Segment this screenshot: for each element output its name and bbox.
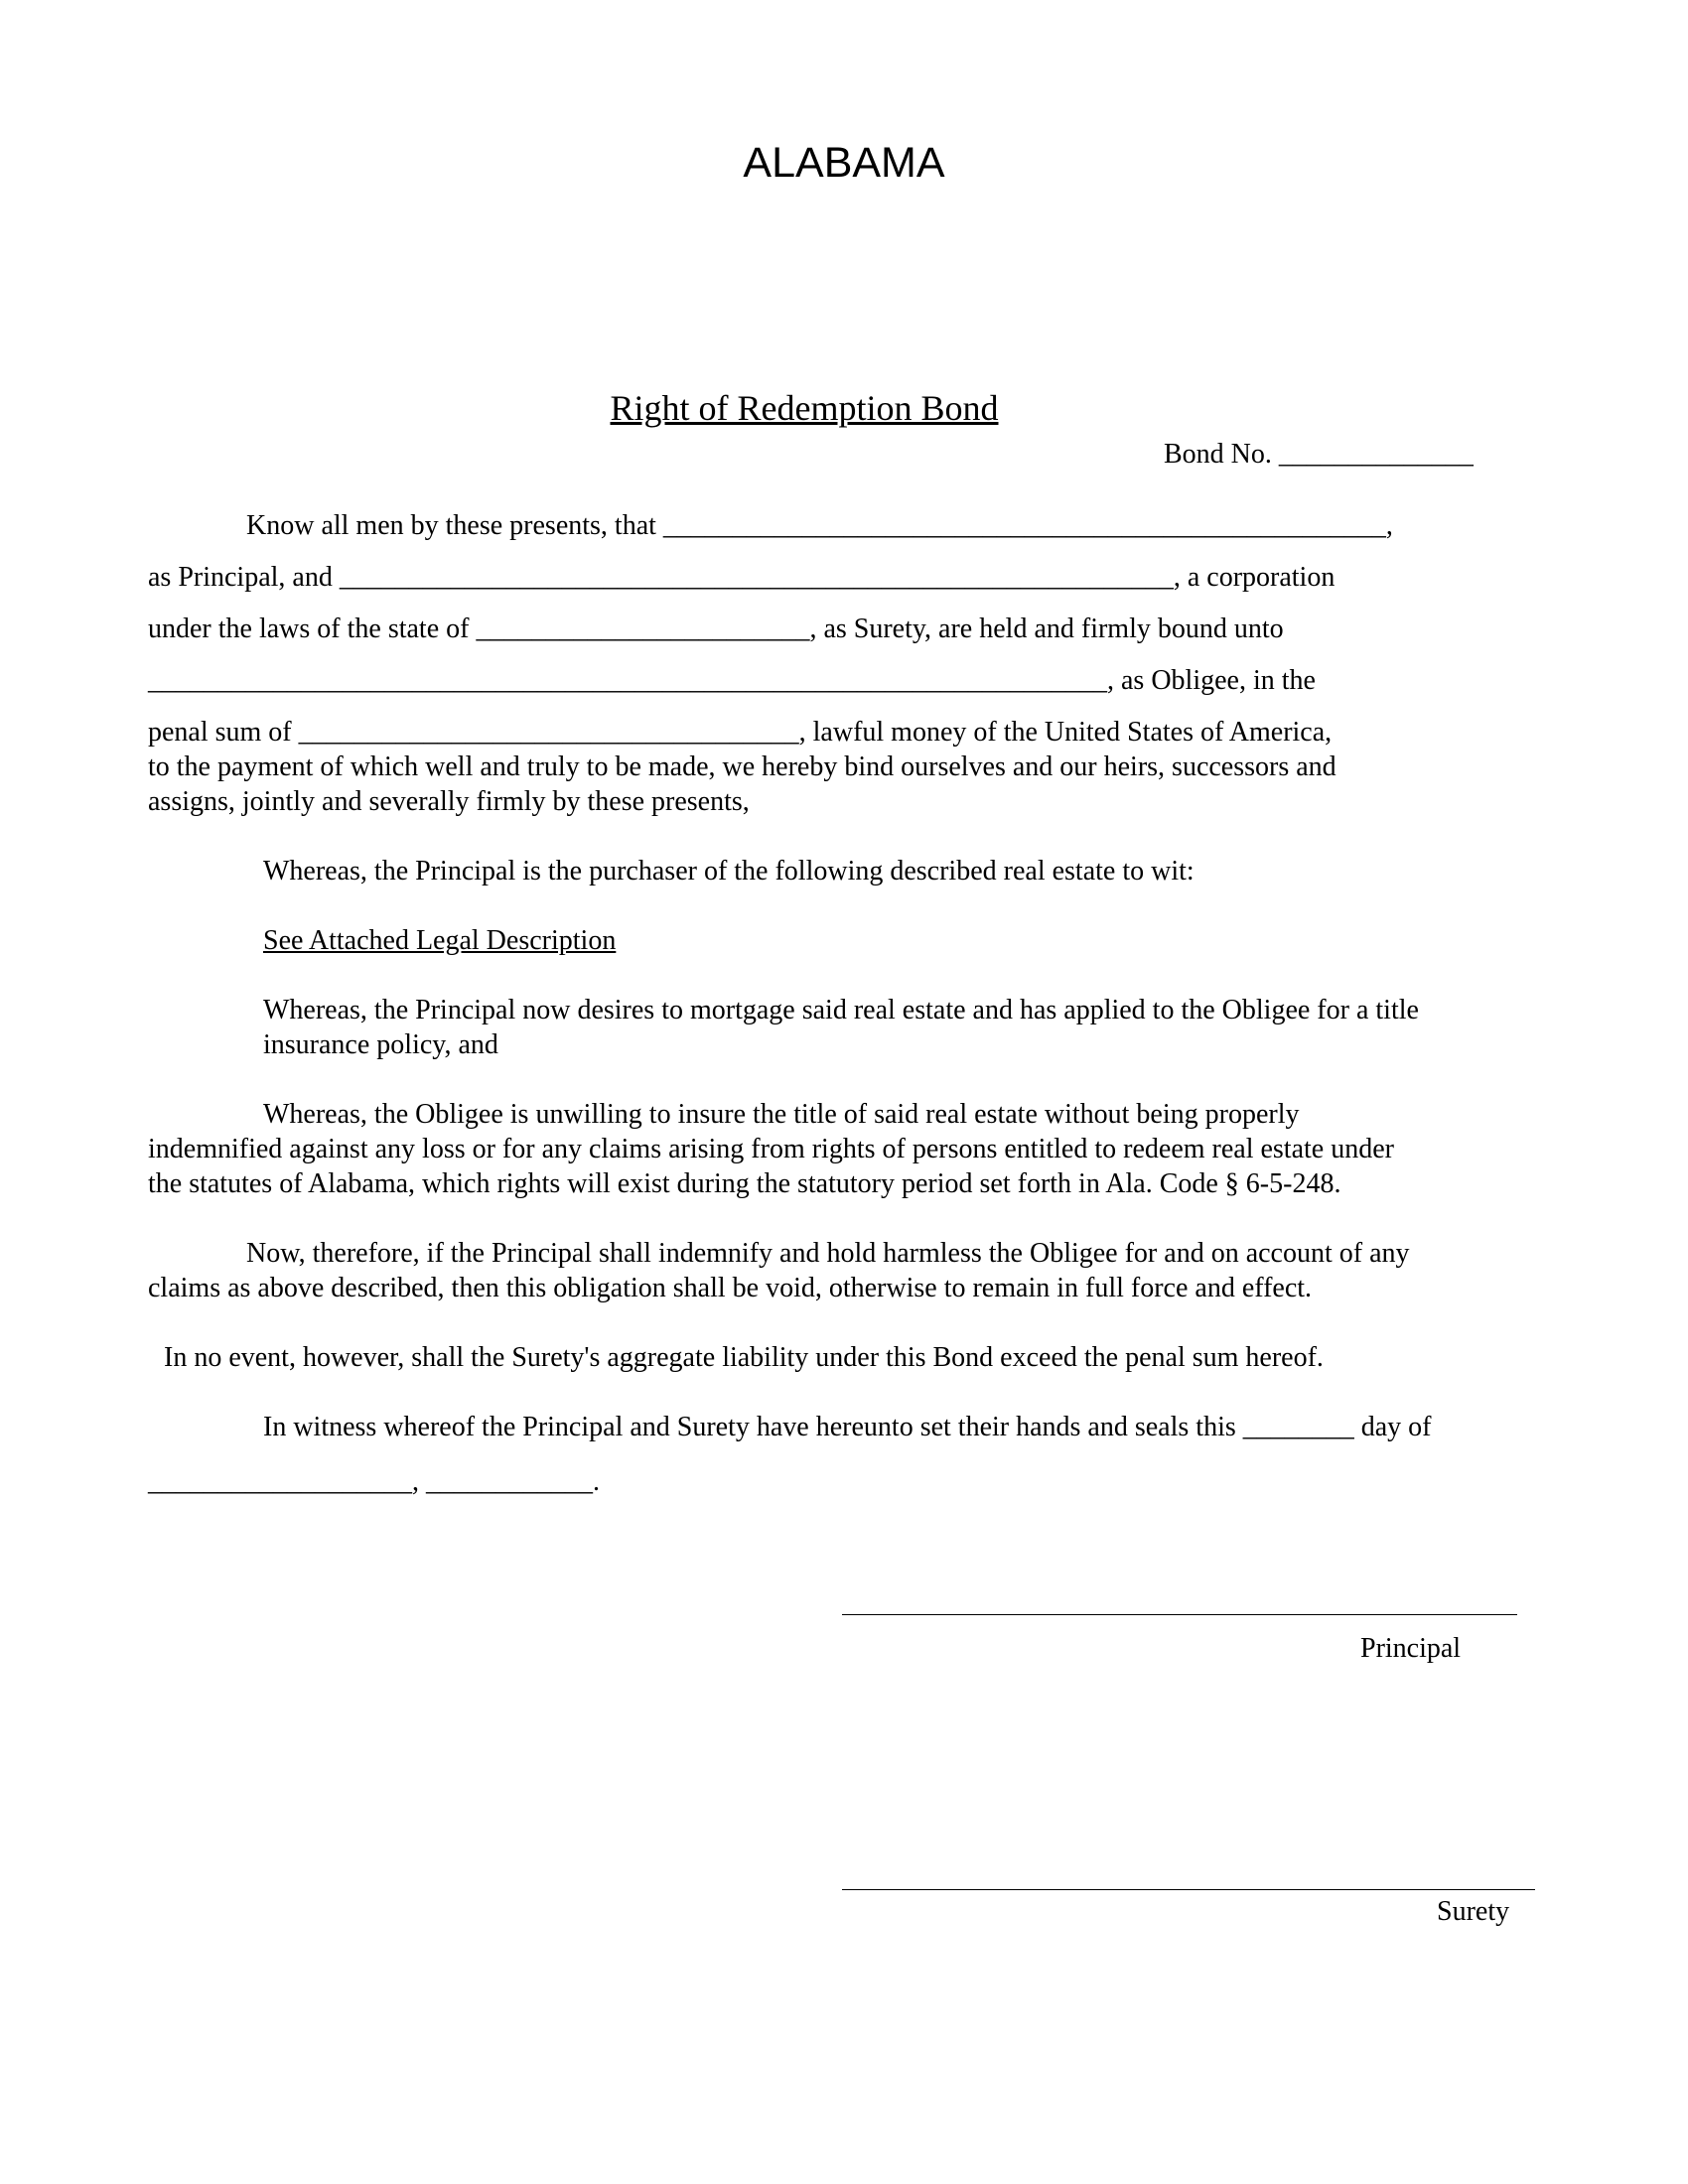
intro-line-7: assigns, jointly and severally firmly by these presents, bbox=[148, 786, 750, 817]
whereas-purchaser: Whereas, the Principal is the purchaser of the following described real estate to wit: bbox=[263, 856, 1195, 887]
intro-line-1: Know all men by these presents, that ____________________________________________________, bbox=[246, 510, 1393, 541]
intro-line-5: penal sum of ____________________________________, lawful money of the United States of America, bbox=[148, 717, 1333, 748]
surety-signature-line bbox=[842, 1889, 1535, 1890]
document-title: Right of Redemption Bond bbox=[610, 388, 999, 428]
intro-line-2: as Principal, and ____________________________________________________________, a corporation bbox=[148, 562, 1336, 593]
liability-clause: In no event, however, shall the Surety's aggregate liability under this Bond exceed the penal sum hereof. bbox=[164, 1342, 1324, 1373]
whereas-obligee-line-1: Whereas, the Obligee is unwilling to insure the title of said real estate without being properly bbox=[263, 1099, 1300, 1130]
principal-label: Principal bbox=[1360, 1633, 1462, 1664]
whereas-obligee-line-3: the statutes of Alabama, which rights will exist during the statutory period set forth in Ala. Code § 6-5-248. bbox=[148, 1168, 1341, 1199]
whereas-mortgage-line-2: insurance policy, and bbox=[263, 1029, 498, 1060]
principal-signature-line bbox=[842, 1614, 1517, 1615]
legal-description-link: See Attached Legal Description bbox=[263, 925, 617, 956]
whereas-mortgage-line-1: Whereas, the Principal now desires to mortgage said real estate and has applied to the Obligee for a title bbox=[263, 995, 1419, 1025]
state-title: ALABAMA bbox=[743, 139, 945, 187]
intro-line-3: under the laws of the state of ________________________, as Surety, are held and firmly bound unto bbox=[148, 614, 1284, 644]
therefore-line-1: Now, therefore, if the Principal shall indemnify and hold harmless the Obligee for and on account of any bbox=[246, 1238, 1410, 1269]
therefore-line-2: claims as above described, then this obligation shall be void, otherwise to remain in full force and effect. bbox=[148, 1273, 1313, 1303]
surety-label: Surety bbox=[1437, 1896, 1510, 1927]
bond-number: Bond No. ______________ bbox=[1164, 439, 1474, 470]
intro-line-4: _____________________________________________________________________, as Obligee, in the bbox=[148, 665, 1316, 696]
whereas-obligee-line-2: indemnified against any loss or for any claims arising from rights of persons entitled to redeem real estate under bbox=[148, 1134, 1394, 1164]
witness-line-1: In witness whereof the Principal and Surety have hereunto set their hands and seals this ________ day of bbox=[263, 1412, 1432, 1442]
witness-line-2: ___________________, ____________. bbox=[148, 1466, 600, 1497]
intro-line-6: to the payment of which well and truly to be made, we hereby bind ourselves and our heirs, successors and bbox=[148, 751, 1336, 782]
